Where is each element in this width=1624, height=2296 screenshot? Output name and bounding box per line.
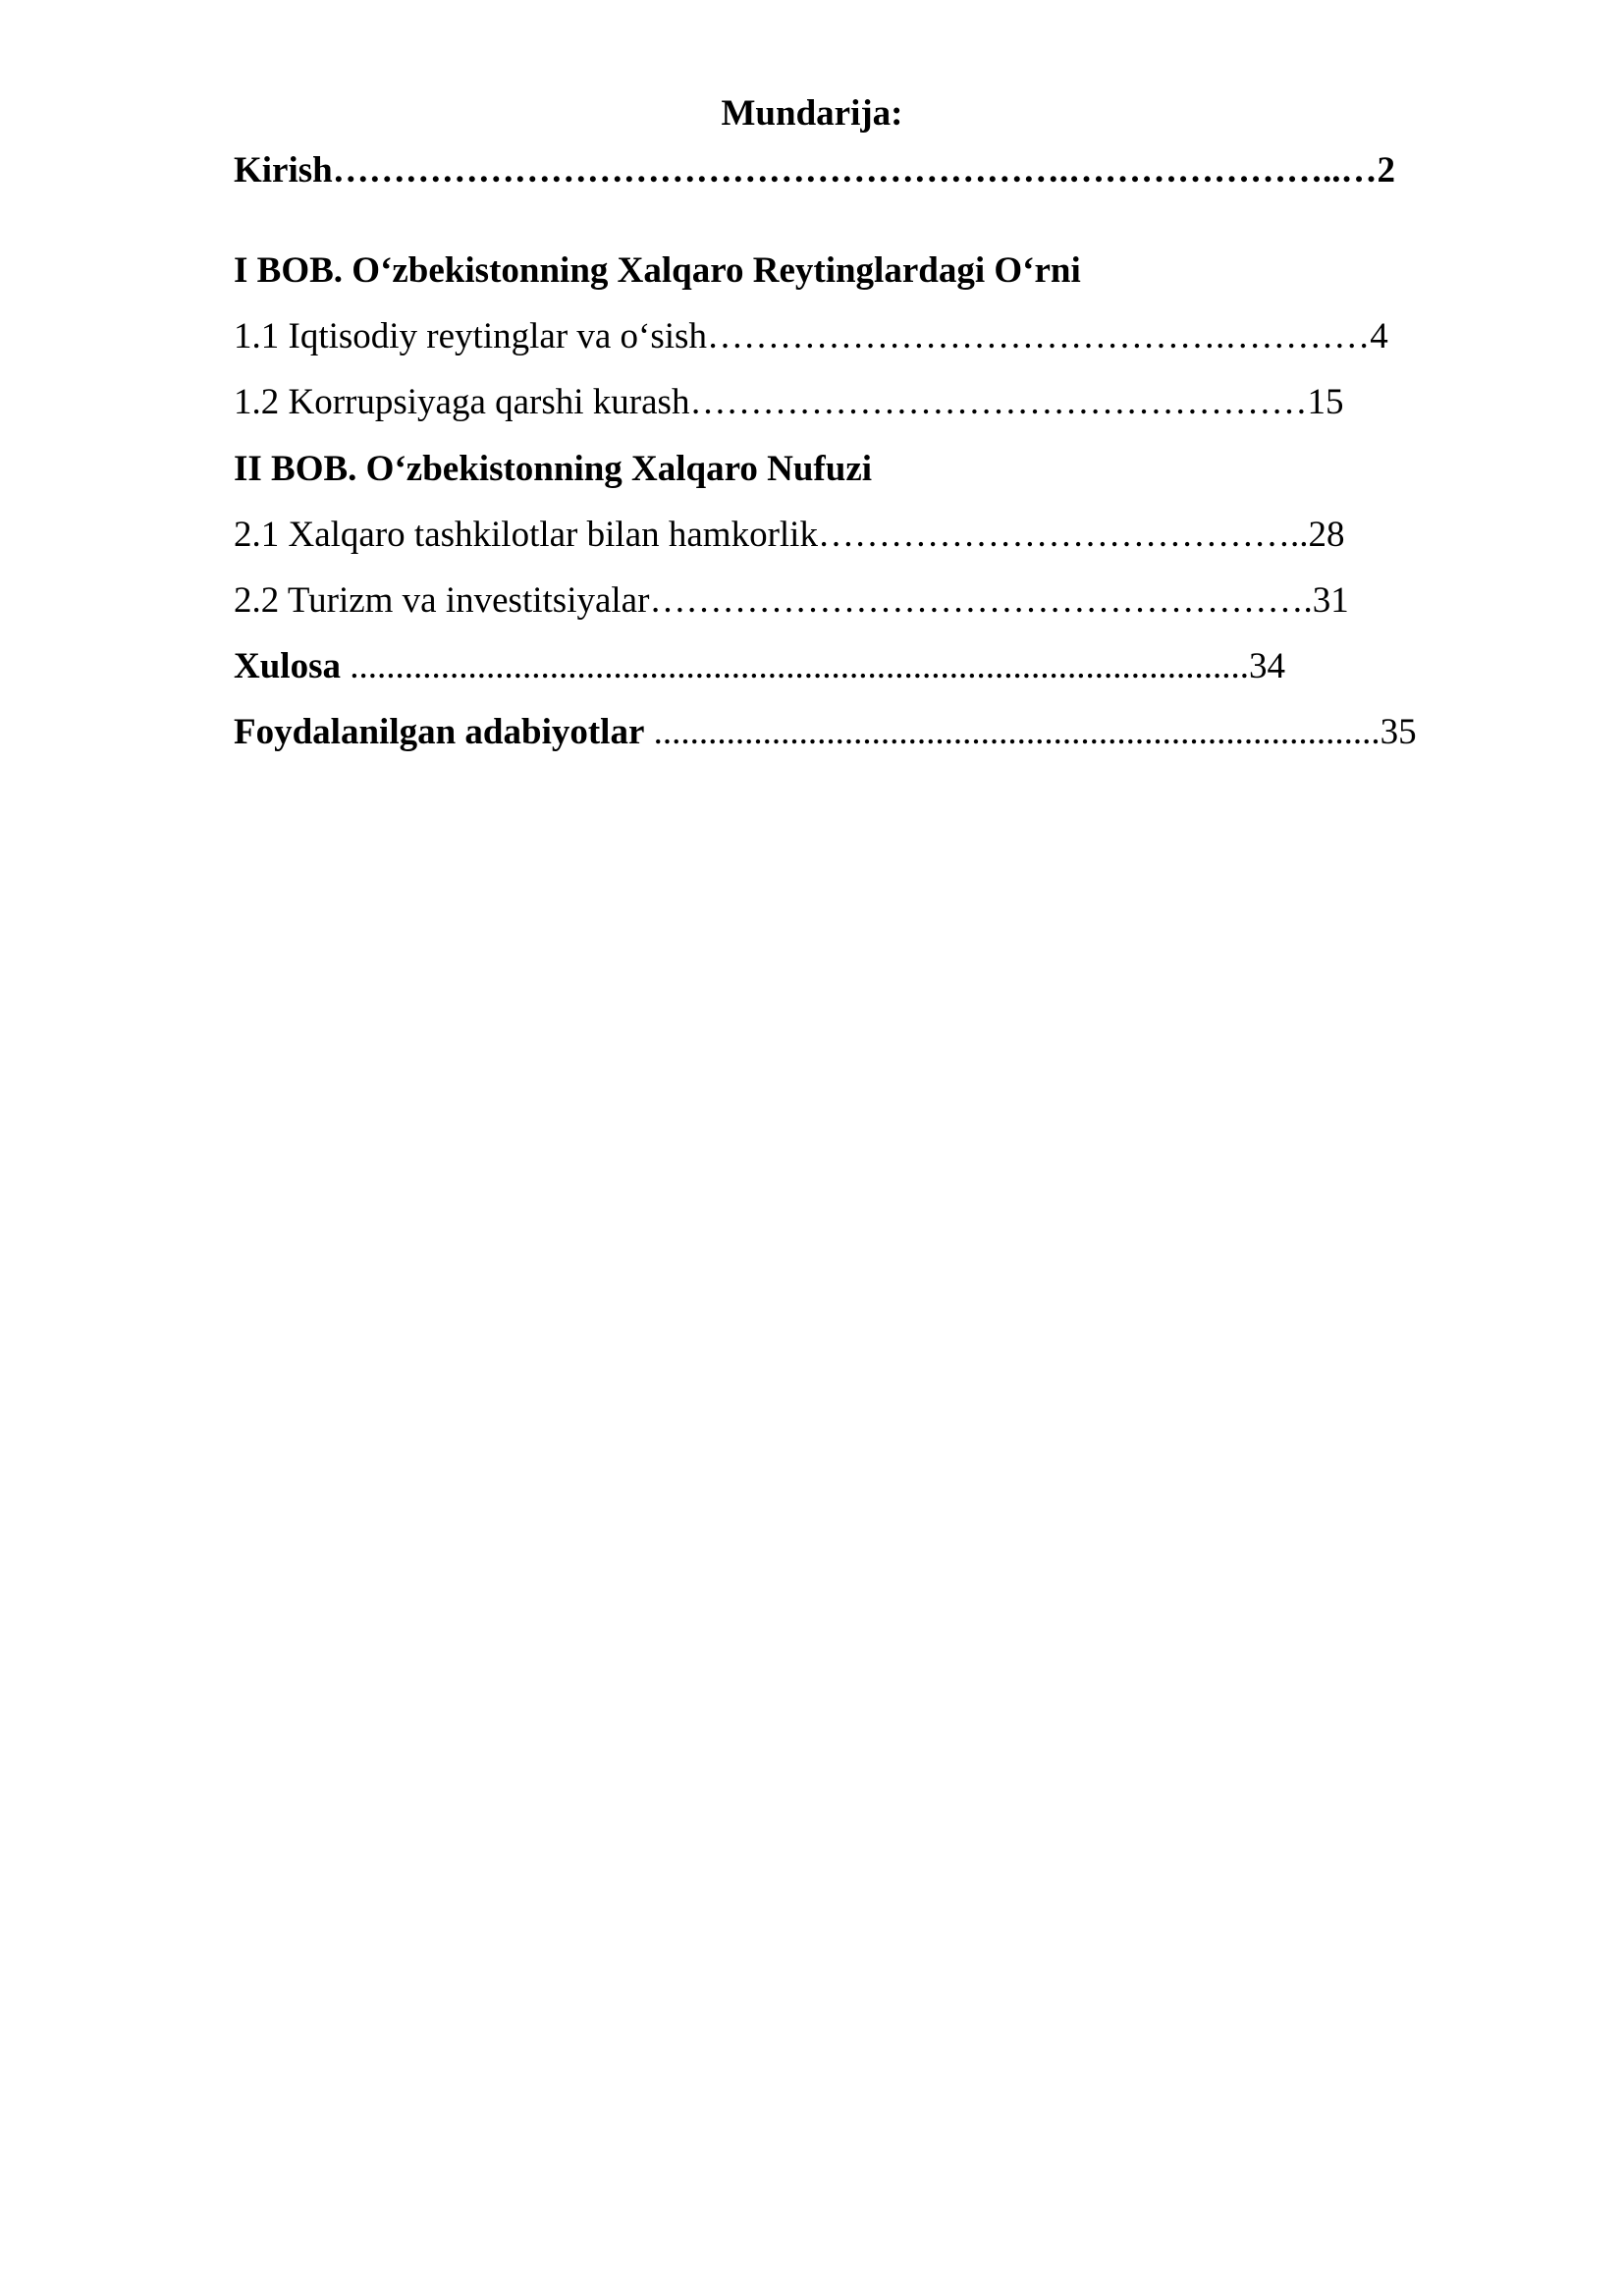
toc-page-number: 31 — [1312, 580, 1349, 621]
toc-entry-1-1 — [234, 315, 1490, 358]
toc-entry-2-2 — [234, 579, 1494, 623]
toc-entry-label: Xulosa — [234, 646, 341, 686]
toc-chapter-heading: I BOB. O‘zbekistonning Xalqaro Reytinglardagi O‘rni — [234, 250, 1081, 291]
toc-page-number: 34 — [1248, 646, 1285, 686]
toc-leader-dots: ………………………………….. — [817, 515, 1309, 555]
toc-leader-dots: …………………………………….………… — [706, 316, 1371, 356]
toc-title: Mundarija: — [721, 93, 903, 134]
toc-entry-label: 1.1 Iqtisodiy reytinglar va o‘sish — [234, 316, 707, 356]
toc-entry-adabiyotlar — [234, 711, 1506, 754]
toc-leader-dots: ................................................................................ — [644, 712, 1380, 752]
toc-entry-label: 2.1 Xalqaro tashkilotlar bilan hamkorlik — [234, 515, 818, 555]
toc-leader-dots: …………………………………………………….…………………..… — [332, 150, 1378, 191]
toc-entry-label: 1.2 Korrupsiyaga qarshi kurash — [234, 382, 690, 422]
toc-page-number: 28 — [1308, 515, 1345, 555]
toc-entry-label: 2.2 Turizm va investitsiyalar — [234, 580, 650, 621]
toc-page-number: 15 — [1307, 382, 1344, 422]
toc-entry-kirish — [234, 149, 1483, 192]
toc-leader-dots: ………………………………………………. — [649, 580, 1313, 621]
toc-page-number: 35 — [1380, 712, 1417, 752]
toc-entry-label: Kirish — [234, 150, 333, 191]
toc-page-number: 2 — [1377, 150, 1395, 191]
toc-entry-label: Foydalanilgan adabiyotlar — [234, 712, 645, 752]
toc-entry-1-2 — [234, 381, 1490, 424]
toc-page-number: 4 — [1370, 316, 1388, 356]
toc-leader-dots: …………………………………………… — [689, 382, 1308, 422]
toc-entry-xulosa — [234, 645, 1496, 688]
toc-chapter-heading: II BOB. O‘zbekistonning Xalqaro Nufuzi — [234, 449, 873, 489]
toc-leader-dots: ................................................................................................... — [340, 646, 1249, 686]
toc-entry-2-1 — [234, 514, 1492, 557]
